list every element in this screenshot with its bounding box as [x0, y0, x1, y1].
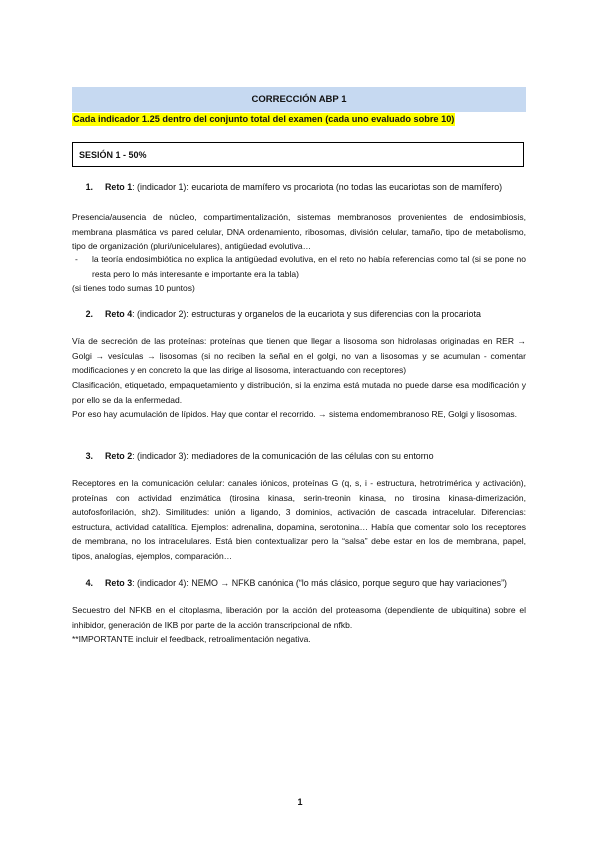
document-title-text: CORRECCIÓN ABP 1 [251, 94, 347, 105]
section-number: 4. [85, 578, 93, 588]
page-number: 1 [297, 797, 303, 807]
section-number: 3. [85, 451, 93, 461]
section-heading-text: : (indicador 3): mediadores de la comunicación de las células con su entorno [132, 451, 434, 461]
section-label: Reto 1 [105, 182, 133, 192]
section-number: 2. [85, 309, 93, 319]
section-1-note: (si tienes todo sumas 10 puntos) [72, 283, 195, 293]
section-label: Reto 2 [105, 451, 133, 461]
section-2-paragraph-3: Por eso hay acumulación de lípidos. Hay que contar el recorrido. → sistema endomembranoso RE, Golgi y lisosomas. [72, 409, 518, 419]
section-3-paragraph: Receptores en la comunicación celular: canales iónicos, proteínas G (q, s, i - estructura, hetrotrimérica y activación), proteínas con actividad enzimática (tirosina kinasa, serin-treonin kinasa, no tirosina kinasa-dimerización, autofosforilación, sh2). Similitudes: unión a ligando, 3 dominios, activación de cascada intracelular. Diferencias: estructura, actividad catalítica. Ejemplos: adrenalina, dopamina, serotonina… Había que comentar solo los receptores de membrana, no los intracelulares. Está bien contextualizar pero la “salsa” debe estar en los de membrana, papel, tipos, analogías, ejemplos, comparación… [72, 478, 526, 561]
section-heading-text: : (indicador 1): eucariota de mamífero vs procariota (no todas las eucariotas son de mamífero) [132, 182, 503, 192]
bullet-dash: - [75, 254, 78, 264]
section-2-paragraph-1: Vía de secreción de las proteínas: proteínas que tienen que llegar a lisosoma son hidrolasas originadas en RER → Golgi → vesículas → lisosomas (si no reciben la señal en el golgi, no van a lisosomas y se acumulan - comentar modificaciones y en concreto la que las dirige al lisosoma, interactuando con receptores) [72, 336, 526, 376]
highlighted-subtitle: Cada indicador 1.25 dentro del conjunto total del examen (cada uno evaluado sobre 10) [73, 114, 455, 124]
section-heading-reto-3 [72, 578, 532, 588]
section-2-paragraph-2: Clasificación, etiquetado, empaquetamiento y distribución, si la enzima está mutada no puede darse esa modificación y por ello se da la enfermedad. [72, 380, 526, 405]
section-4-paragraph-1: Secuestro del NFKB en el citoplasma, liberación por la acción del proteasoma (dependiente de ubiquitina) sobre el inhibidor, generación de IKB por parte de la acción transcripcional de nfkb. [72, 605, 526, 630]
section-label: Reto 4 [105, 309, 133, 319]
session-box [72, 142, 524, 167]
section-1-paragraph: Presencia/ausencia de núcleo, compartimentalización, sistemas membranosos provenientes de endosimbiosis, membrana plasmática vs pared celular, DNA ordenamiento, ribosomas, división celular, tamaño, tipo de metabolismo, tipo de organización (pluri/unicelulares), antigüedad evolutiva… [72, 212, 526, 252]
session-label: SESIÓN 1 - 50% [79, 149, 147, 160]
section-heading-reto-4 [72, 309, 532, 319]
section-heading-text: : (indicador 2): estructuras y organelos de la eucariota y sus diferencias con la procariota [132, 309, 481, 319]
section-heading-text: : (indicador 4): NEMO → NFKB canónica (“lo más clásico, porque seguro que hay variaciones”) [132, 578, 508, 588]
section-1-bullet [72, 252, 526, 281]
section-heading-reto-1 [72, 182, 532, 192]
section-number: 1. [85, 182, 93, 192]
section-4-paragraph-2: **IMPORTANTE incluir el feedback, retroalimentación negativa. [72, 634, 311, 644]
section-label: Reto 3 [105, 578, 133, 588]
bullet-text: la teoría endosimbiótica no explica la antigüedad evolutiva, en el reto no había referencias como tal (si se pone no resta pero lo más interesante e importante era la tabla) [92, 254, 526, 279]
document-title [72, 87, 526, 112]
section-heading-reto-2 [72, 451, 532, 461]
